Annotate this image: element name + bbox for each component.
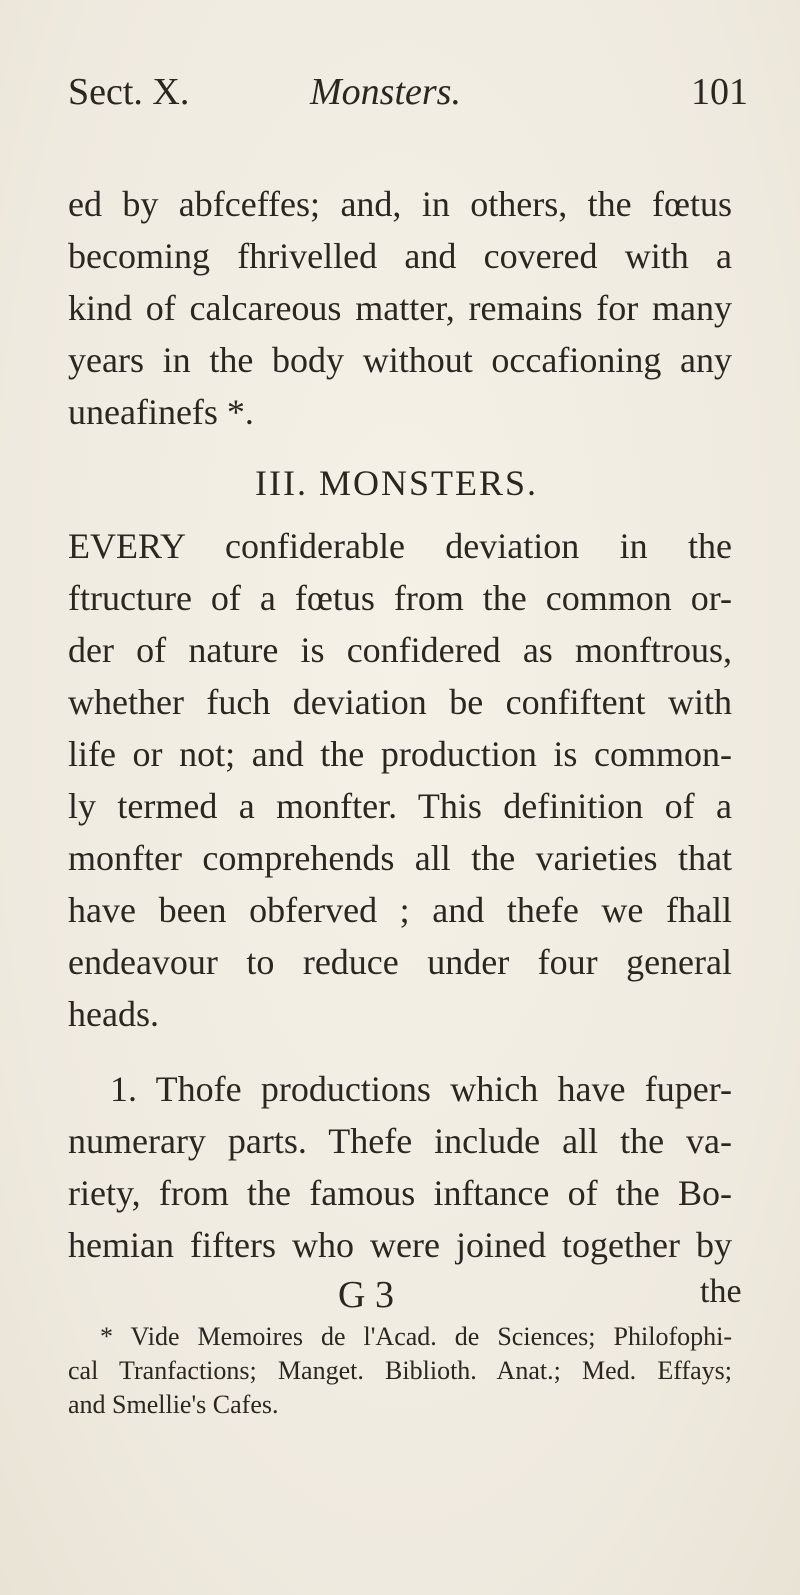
running-header — [68, 70, 748, 120]
section-label: Sect. X. — [68, 71, 190, 113]
catchword: the — [700, 1273, 742, 1310]
text-line: heads. — [68, 994, 159, 1034]
text-line: ed by abfceffes; and, in others, the fœtus — [68, 184, 732, 224]
text-line: der of nature is confidered as monftrous, — [68, 630, 732, 670]
section-heading: III. MONSTERS. — [255, 463, 539, 503]
page-number: 101 — [691, 71, 748, 113]
text-line: riety, from the famous inftance of the Bo- — [68, 1173, 732, 1213]
text-line: kind of calcareous matter, remains for many — [68, 288, 732, 328]
signature-mark: G 3 — [338, 1274, 394, 1316]
text-line: uneafinefs *. — [68, 392, 254, 432]
text-line: ly termed a monfter. This definition of a — [68, 786, 732, 826]
text-line: whether fuch deviation be confiftent with — [68, 682, 732, 722]
text-line: ftructure of a fœtus from the common or- — [68, 578, 732, 618]
text-line: numerary parts. Thefe include all the va- — [68, 1121, 732, 1161]
text-line: hemian fifters who were joined together by — [68, 1225, 732, 1265]
footnote-line: and Smellie's Cafes. — [68, 1390, 279, 1419]
text-line: life or not; and the production is common- — [68, 734, 732, 774]
running-title: Monsters. — [310, 71, 461, 113]
footnote-line: * Vide Memoires de l'Acad. de Sciences; Philofophi- — [100, 1322, 732, 1351]
text-line: 1. Thofe productions which have fuper- — [110, 1069, 732, 1109]
text-line: EVERY confiderable deviation in the — [68, 526, 732, 566]
text-line: years in the body without occafioning any — [68, 340, 732, 380]
text-line: endeavour to reduce under four general — [68, 942, 732, 982]
text-line: monfter comprehends all the varieties that — [68, 838, 732, 878]
text-line: becoming fhrivelled and covered with a — [68, 236, 732, 276]
footnote-line: cal Tranfactions; Manget. Biblioth. Anat.; Med. Effays; — [68, 1356, 732, 1385]
text-line: have been obferved ; and thefe we fhall — [68, 890, 732, 930]
